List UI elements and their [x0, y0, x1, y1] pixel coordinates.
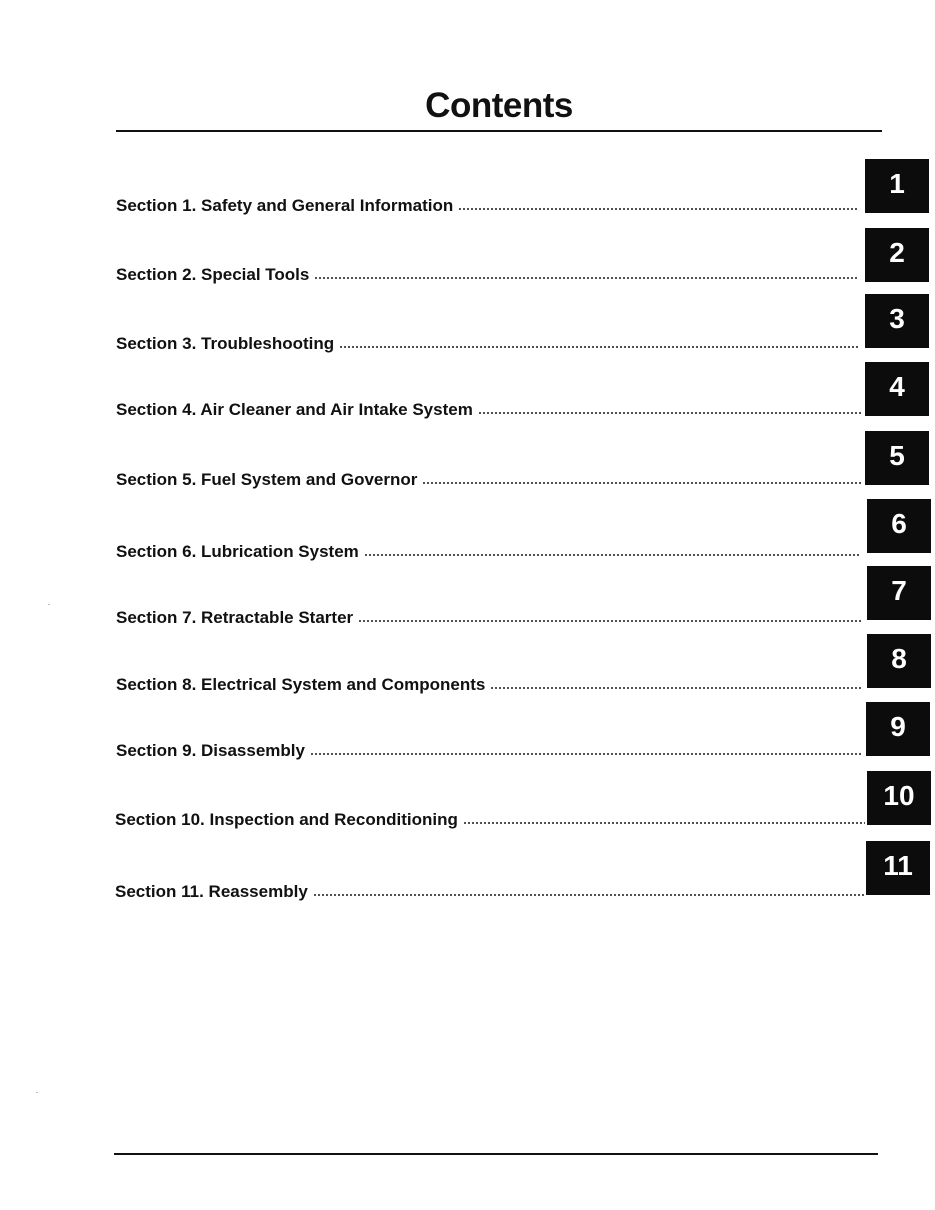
section-tab-10[interactable] [867, 771, 931, 825]
dot-leader [478, 410, 861, 416]
toc-entry-section-2[interactable] [116, 261, 858, 285]
toc-entry-label: Section 8. Electrical System and Components [116, 675, 486, 694]
section-tab-1[interactable] [865, 159, 929, 213]
section-tab-number: 9 [890, 711, 906, 742]
section-tab-7[interactable] [867, 566, 931, 620]
toc-entry-label: Section 6. Lubrication System [116, 542, 359, 561]
toc-entry-section-10[interactable] [115, 806, 865, 830]
toc-entry-section-8[interactable] [116, 671, 861, 695]
section-tab-9[interactable] [866, 702, 930, 756]
toc-entry-section-6[interactable] [116, 538, 861, 562]
scan-speck [48, 604, 50, 605]
toc-entry-label: Section 4. Air Cleaner and Air Intake System [116, 400, 473, 419]
section-tab-number: 1 [889, 168, 905, 199]
section-tab-number: 8 [891, 643, 907, 674]
dot-leader [463, 820, 865, 826]
toc-entry-label: Section 5. Fuel System and Governor [116, 470, 418, 489]
toc-entry-section-9[interactable] [116, 737, 862, 761]
scan-speck [36, 1092, 38, 1093]
toc-entry-label: Section 3. Troubleshooting [116, 334, 335, 353]
section-tab-number: 3 [889, 303, 905, 334]
section-tab-number: 4 [889, 371, 905, 402]
toc-entry-section-5[interactable] [116, 466, 861, 490]
toc-entry-label: Section 10. Inspection and Reconditioning [115, 810, 458, 829]
dot-leader [310, 751, 862, 757]
toc-entry-section-7[interactable] [116, 604, 861, 628]
toc-entry-label: Section 7. Retractable Starter [116, 608, 354, 627]
toc-entry-label: Section 9. Disassembly [116, 741, 305, 760]
dot-leader [364, 552, 861, 558]
section-tab-number: 5 [889, 440, 905, 471]
footer-divider [114, 1153, 878, 1155]
section-tab-3[interactable] [865, 294, 929, 348]
section-tab-8[interactable] [867, 634, 931, 688]
dot-leader [490, 685, 861, 691]
toc-entry-section-1[interactable] [116, 192, 858, 216]
toc-entry-label: Section 1. Safety and General Information [116, 196, 454, 215]
dot-leader [358, 618, 861, 624]
section-tab-number: 6 [891, 508, 907, 539]
dot-leader [422, 480, 861, 486]
section-tab-number: 7 [891, 575, 907, 606]
toc-entry-section-11[interactable] [115, 878, 865, 902]
toc-entry-section-3[interactable] [116, 330, 858, 354]
toc-entry-label: Section 11. Reassembly [115, 882, 308, 901]
section-tab-11[interactable] [866, 841, 930, 895]
toc-entry-section-4[interactable] [116, 396, 861, 420]
dot-leader [458, 206, 858, 212]
section-tab-6[interactable] [867, 499, 931, 553]
section-tab-number: 10 [883, 780, 915, 811]
page-title: Contents [425, 86, 573, 125]
section-tab-5[interactable] [865, 431, 929, 485]
section-tab-4[interactable] [865, 362, 929, 416]
section-tab-number: 2 [889, 237, 905, 268]
dot-leader [339, 344, 858, 350]
dot-leader [313, 892, 865, 898]
dot-leader [314, 275, 858, 281]
section-tab-2[interactable] [865, 228, 929, 282]
toc-entry-label: Section 2. Special Tools [116, 265, 310, 284]
section-tab-number: 11 [883, 850, 913, 881]
